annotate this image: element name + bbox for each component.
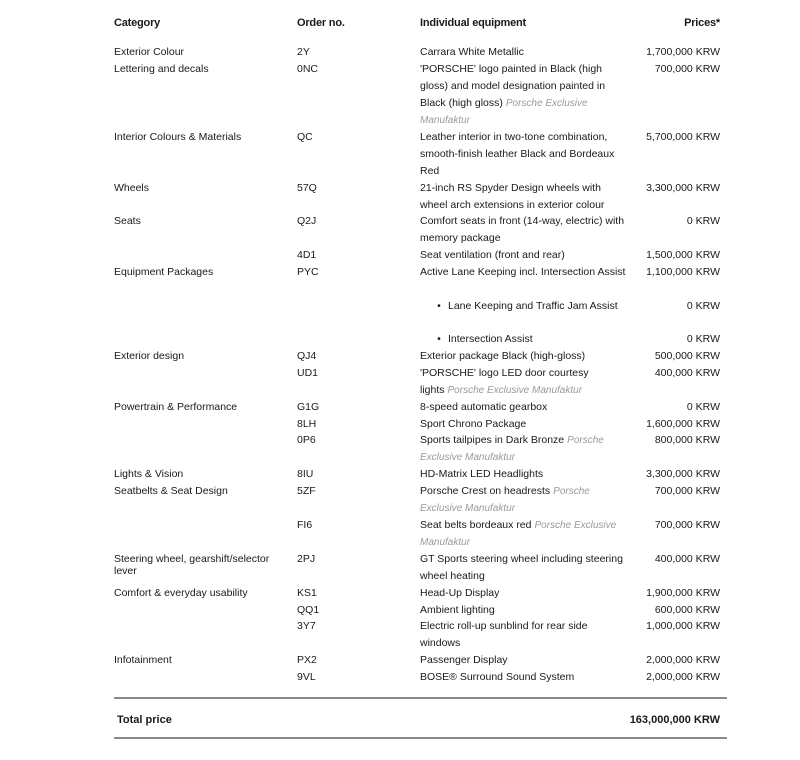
row-order-no: 57Q	[297, 182, 317, 194]
row-equipment	[420, 61, 630, 129]
row-category: Equipment Packages	[114, 266, 214, 278]
row-category	[114, 432, 286, 434]
row-equipment-text: Carrara White Metallic	[420, 46, 524, 58]
row-price: 0 KRW	[686, 333, 720, 345]
row-equipment	[420, 585, 630, 602]
row-price: 0 KRW	[686, 215, 720, 227]
row-equipment-text: Active Lane Keeping incl. Intersection Assist	[420, 266, 626, 278]
row-category: Exterior Colour	[114, 46, 185, 58]
row-category	[114, 365, 286, 367]
row-equipment-text: GT Sports steering wheel including steering wheel heating	[420, 553, 623, 582]
exclusive-note: Porsche Exclusive Manufaktur	[420, 98, 588, 126]
row-equipment-text: Passenger Display	[420, 654, 508, 666]
row-equipment	[420, 551, 630, 585]
header-category: Category	[114, 17, 161, 29]
row-equipment-text: 8-speed automatic gearbox	[420, 401, 548, 413]
row-order-no: 5ZF	[297, 485, 316, 497]
row-equipment	[420, 399, 630, 416]
exclusive-note: Porsche Exclusive Manufaktur	[420, 520, 617, 548]
row-price: 500,000 KRW	[654, 350, 720, 362]
row-order-no: PX2	[297, 654, 317, 666]
row-order-no: 0P6	[297, 434, 316, 446]
row-order-no: 0NC	[297, 63, 319, 75]
row-category	[114, 618, 286, 620]
row-equipment	[436, 331, 630, 348]
row-price: 700,000 KRW	[654, 519, 720, 531]
row-category	[114, 602, 286, 604]
row-equipment-text: Seat belts bordeaux red	[420, 519, 532, 531]
row-order-no: Q2J	[297, 215, 317, 227]
row-category	[114, 298, 286, 300]
row-category: Lettering and decals	[114, 63, 209, 75]
row-equipment	[420, 44, 630, 61]
row-price: 400,000 KRW	[654, 553, 720, 565]
row-category	[114, 517, 286, 519]
row-equipment	[420, 348, 630, 365]
row-price: 1,100,000 KRW	[646, 266, 720, 278]
row-equipment	[436, 298, 630, 315]
header-prices: Prices*	[684, 17, 720, 29]
row-equipment-text: Head-Up Display	[420, 587, 500, 599]
row-equipment-text: 'PORSCHE' logo painted in Black (high gloss) and model designation painted in Black (high gloss)	[420, 63, 606, 109]
row-category: Interior Colours & Materials	[114, 131, 242, 143]
row-equipment-text: Ambient lighting	[420, 604, 495, 616]
row-equipment	[420, 602, 630, 619]
row-category: Comfort & everyday usability	[114, 587, 248, 599]
row-equipment	[420, 180, 630, 214]
row-order-no: 8IU	[297, 468, 314, 480]
row-equipment-text: Exterior package Black (high-gloss)	[420, 350, 586, 362]
row-order-no: 8LH	[297, 418, 317, 430]
row-price: 0 KRW	[686, 401, 720, 413]
row-equipment	[420, 517, 630, 551]
row-category: Powertrain & Performance	[114, 401, 238, 413]
row-category	[114, 247, 286, 249]
row-equipment	[420, 483, 630, 517]
row-price: 700,000 KRW	[654, 485, 720, 497]
row-order-no: UD1	[297, 367, 319, 379]
header-order-no: Order no.	[297, 17, 345, 29]
row-price: 1,500,000 KRW	[646, 249, 720, 261]
row-price: 800,000 KRW	[654, 434, 720, 446]
row-equipment-text: Lane Keeping and Traffic Jam Assist	[448, 300, 618, 312]
row-equipment	[420, 365, 630, 399]
row-price: 600,000 KRW	[654, 604, 720, 616]
row-equipment	[420, 213, 630, 247]
row-equipment-text: 21-inch RS Spyder Design wheels with wheel arch extensions in exterior colour	[420, 182, 605, 211]
row-equipment-text: Electric roll-up sunblind for rear side windows	[420, 620, 588, 649]
row-category: Seatbelts & Seat Design	[114, 485, 228, 497]
row-category	[114, 416, 286, 418]
row-order-no: 3Y7	[297, 620, 316, 632]
row-equipment	[420, 652, 630, 669]
row-equipment	[420, 264, 630, 281]
bullet-icon: •	[437, 300, 441, 312]
row-category: Steering wheel, gearshift/selector lever	[114, 553, 270, 577]
row-equipment-text: 'PORSCHE' logo LED door courtesy lights	[420, 367, 589, 396]
row-order-no: FI6	[297, 519, 313, 531]
row-equipment-text: Leather interior in two-tone combination, smooth-finish leather Black and Bordeaux Red	[420, 131, 615, 177]
row-price: 3,300,000 KRW	[646, 468, 720, 480]
row-price: 700,000 KRW	[654, 63, 720, 75]
row-order-no: PYC	[297, 266, 319, 278]
row-category: Infotainment	[114, 654, 172, 666]
row-order-no: 2Y	[297, 46, 310, 58]
row-equipment-text: Sport Chrono Package	[420, 418, 527, 430]
exclusive-note: Porsche Exclusive Manufaktur	[420, 486, 590, 514]
row-price: 0 KRW	[686, 300, 720, 312]
row-equipment-text: Porsche Crest on headrests	[420, 485, 551, 497]
row-equipment	[420, 416, 630, 433]
row-equipment-text: Comfort seats in front (14-way, electric) with memory package	[420, 215, 625, 244]
row-price: 3,300,000 KRW	[646, 182, 720, 194]
row-equipment	[420, 466, 630, 483]
row-order-no: 4D1	[297, 249, 317, 261]
row-equipment	[420, 247, 630, 264]
row-equipment	[420, 669, 630, 686]
row-category	[114, 331, 286, 333]
row-category: Seats	[114, 215, 141, 227]
row-equipment-text: Sports tailpipes in Dark Bronze	[420, 434, 565, 446]
row-price: 1,000,000 KRW	[646, 620, 720, 632]
row-equipment-text: Intersection Assist	[448, 333, 533, 345]
header-equipment: Individual equipment	[420, 17, 527, 29]
row-price: 2,000,000 KRW	[646, 671, 720, 683]
row-order-no: 2PJ	[297, 553, 316, 565]
row-category: Lights & Vision	[114, 468, 184, 480]
row-order-no: KS1	[297, 587, 317, 599]
row-price: 1,900,000 KRW	[646, 587, 720, 599]
row-price: 400,000 KRW	[654, 367, 720, 379]
row-order-no: G1G	[297, 401, 320, 413]
row-order-no: QC	[297, 131, 313, 143]
row-equipment	[420, 129, 630, 180]
row-category	[114, 669, 286, 671]
row-equipment-text: Seat ventilation (front and rear)	[420, 249, 565, 261]
row-equipment-text: BOSE® Surround Sound System	[420, 671, 575, 683]
row-price: 1,600,000 KRW	[646, 418, 720, 430]
total-label: Total price	[117, 714, 172, 726]
exclusive-note: Porsche Exclusive Manufaktur	[420, 435, 604, 463]
row-order-no: QQ1	[297, 604, 320, 616]
row-equipment	[420, 618, 630, 652]
total-bottom-divider	[114, 737, 727, 739]
row-order-no: 9VL	[297, 671, 316, 683]
bullet-icon: •	[437, 333, 441, 345]
total-value: 163,000,000 KRW	[629, 714, 720, 726]
exclusive-note: Porsche Exclusive Manufaktur	[447, 385, 583, 396]
total-top-divider	[114, 697, 727, 699]
row-price: 2,000,000 KRW	[646, 654, 720, 666]
row-category: Wheels	[114, 182, 150, 194]
row-equipment	[420, 432, 630, 466]
row-price: 5,700,000 KRW	[646, 131, 720, 143]
row-category: Exterior design	[114, 350, 185, 362]
row-price: 1,700,000 KRW	[646, 46, 720, 58]
row-order-no: QJ4	[297, 350, 317, 362]
row-equipment-text: HD-Matrix LED Headlights	[420, 468, 544, 480]
